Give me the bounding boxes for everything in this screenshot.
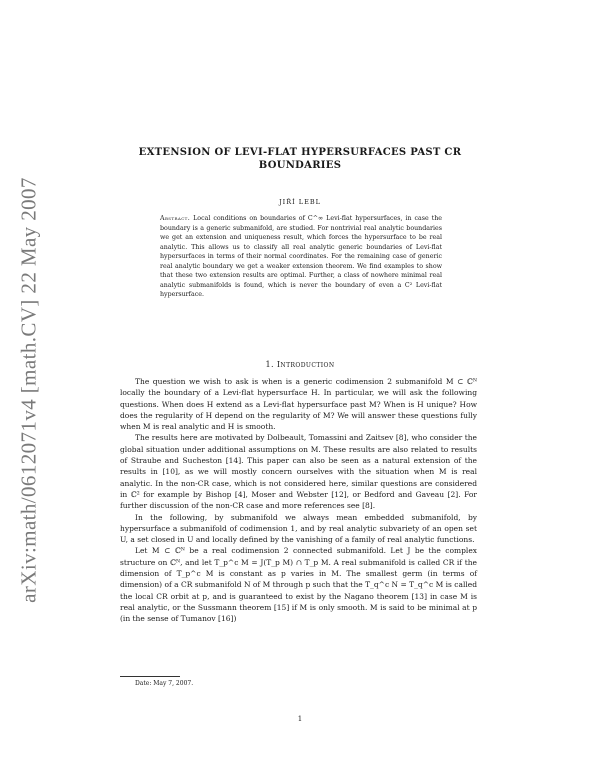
arxiv-sidebar-stamp [14,150,44,630]
footnote-date: Date: May 7, 2007. [135,680,194,687]
title-line-2: BOUNDARIES [258,160,342,171]
abstract-label: Abstract. [160,215,191,222]
paragraph: Let M ⊂ ℂᴺ be a real codimension 2 connected submanifold. Let J be the complex structure on ℂᴺ, and let T_p^c M = J(T_p M) ∩ T_p M. A real submanifold is called CR if the dimension of T_p^c M is constant as p varies in M. The smallest germ (in terms of dimension) of a CR submanifold N of M through p such that the T_q^c N = T_q^c M is called the local CR orbit at p, and is guaranteed to exist by the Nagano theorem [13] in case M is real analytic, or the Sussmann theorem [15] if M is only smooth. M is said to be minimal at p (in the sense of Tumanov [16]) [120,546,477,624]
abstract-text: Local conditions on boundaries of C^∞ Levi-flat hypersurfaces, in case the boundary is a generic submanifold, are studied. For nontrivial real analytic boundaries we get an extension and uniqueness result, which forces the hypersurface to be real analytic. This allows us to classify all real analytic generic boundaries of Levi-flat hypersurfaces in terms of their normal coordinates. For the remaining case of generic real analytic boundary we get a weaker extension theorem. We find examples to show that these two extension results are optimal. Further, a class of nowhere minimal real analytic submanifolds is found, which is never the boundary of even a C² Levi-flat hypersurface. [160,215,442,298]
section-heading: 1. Introduction [265,360,335,369]
abstract [160,214,442,300]
body-text [120,376,477,625]
title-line-1: EXTENSION OF LEVI-FLAT HYPERSURFACES PAST CR [138,147,462,158]
page-number: 1 [297,715,303,723]
arxiv-identifier: arXiv:math/0612071v4 [math.CV] 22 May 2007 [16,177,41,603]
author-name: JIŘÍ LEBL [279,198,321,206]
paper-title [120,146,480,172]
footnote-rule [120,676,180,677]
paragraph: The question we wish to ask is when is a generic codimension 2 submanifold M ⊂ ℂᴺ locally the boundary of a Levi-flat hypersurface H. In particular, we will ask the following questions. When does H extend as a Levi-flat hypersurface past M? When is H unique? How does the regularity of H depend on the regularity of M? We will answer these questions fully when M is real analytic and H is smooth. [120,377,477,432]
paragraph: The results here are motivated by Dolbeault, Tomassini and Zaitsev [8], who consider the global situation under additional assumptions on M. These results are also related to results of Straube and Sucheston [14]. This paper can also be seen as a natural extension of the results in [10], as we will mostly concern ourselves with the situation when M is real analytic. In the non-CR case, which is not considered here, similar questions are considered in ℂ² for example by Bishop [4], Moser and Webster [12], or Bedford and Gaveau [2]. For further discussion of the non-CR case and more references see [8]. [120,433,477,511]
paragraph: In the following, by submanifold we always mean embedded submanifold, by hypersurface a submanifold of codimension 1, and by real analytic subvariety of an open set U, a set closed in U and locally defined by the vanishing of a family of real analytic functions. [120,512,477,545]
